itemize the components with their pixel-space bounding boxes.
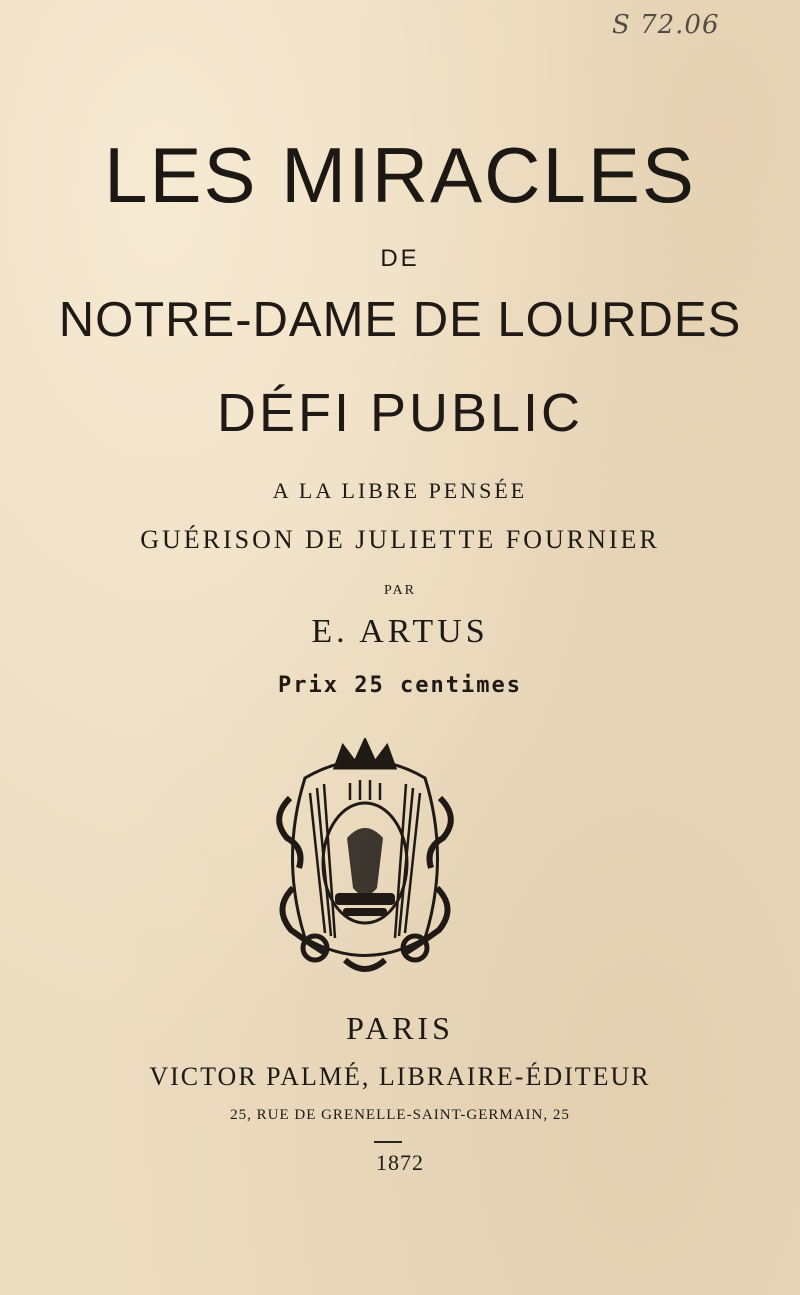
title-connector: DE xyxy=(380,245,420,272)
price-line: Prix 25 centimes xyxy=(278,673,522,698)
publisher-device-icon xyxy=(265,738,465,978)
case-title: GUÉRISON DE JULIETTE FOURNIER xyxy=(140,525,660,554)
ornament-drawing xyxy=(265,738,465,978)
challenge-heading: DÉFI PUBLIC xyxy=(216,383,584,443)
title-main: LES MIRACLES xyxy=(104,131,696,219)
imprint-year: 1872 xyxy=(376,1150,424,1175)
imprint-rule xyxy=(374,1141,402,1143)
author-name: E. ARTUS xyxy=(311,613,489,650)
handwritten-shelfmark: S 72.06 xyxy=(612,10,720,40)
byline-par: PAR xyxy=(384,583,416,598)
imprint-city: PARIS xyxy=(346,1010,454,1046)
challenge-addressee: A LA LIBRE PENSÉE xyxy=(272,478,528,503)
imprint-publisher: VICTOR PALMÉ, LIBRAIRE-ÉDITEUR xyxy=(149,1062,651,1091)
title-subject: NOTRE-DAME DE LOURDES xyxy=(58,293,742,347)
imprint-address: 25, RUE DE GRENELLE-SAINT-GERMAIN, 25 xyxy=(230,1107,570,1123)
